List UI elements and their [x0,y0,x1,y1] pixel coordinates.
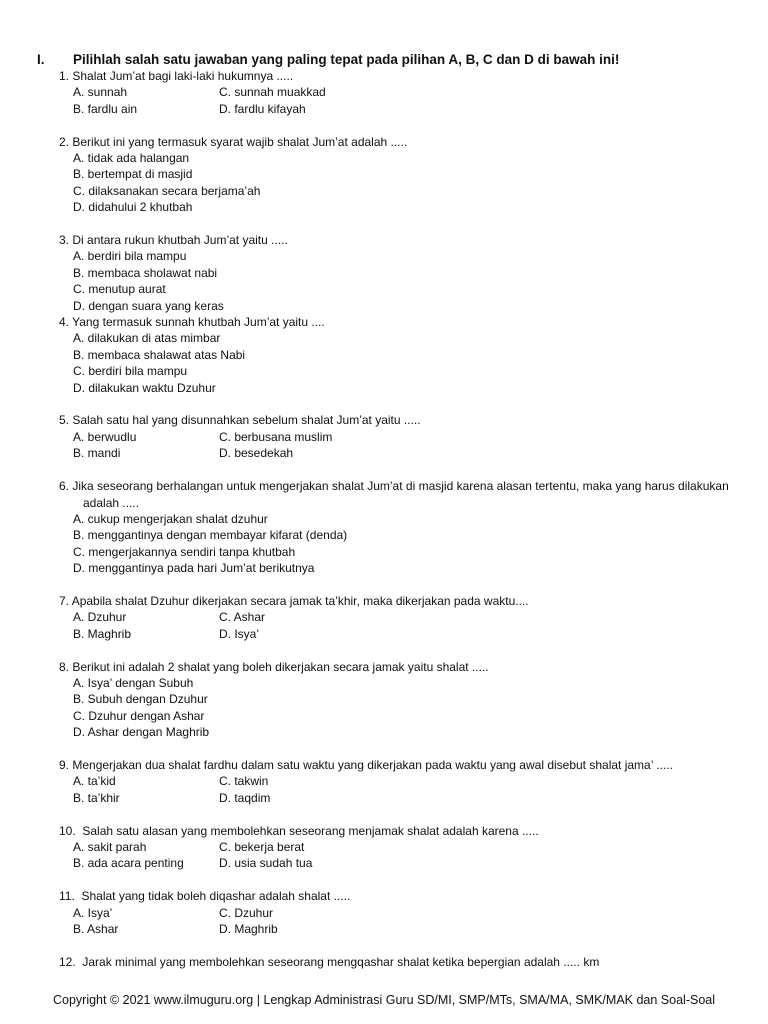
answer-option: C. berbusana muslim [219,429,333,444]
question-text: Berikut ini adalah 2 shalat yang boleh dikerjakan secara jamak yaitu shalat ..... [72,659,489,674]
question-item [59,314,739,396]
answer-option: A. Isya’ [73,905,113,920]
question-stem [59,823,739,839]
answer-option: A. ta’kid [73,774,116,789]
question-text: Salah satu alasan yang membolehkan seseorang menjamak shalat adalah karena ..... [82,823,539,838]
answer-option: D. fardlu kifayah [219,101,306,116]
question-item [59,823,739,872]
answer-option: B. menggantinya dengan membayar kifarat (denda) [73,528,348,543]
answer-options [59,773,739,806]
section-instruction: Pilihlah salah satu jawaban yang paling tepat pada pilihan A, B, C dan D di bawah ini! [73,52,620,67]
question-stem [59,314,739,330]
answer-option: D. didahului 2 khutbah [73,200,193,215]
section-heading [37,51,737,69]
question-number: 5. [59,413,70,428]
question-text: Jika seseorang berhalangan untuk mengerjakan shalat Jum’at di masjid karena alasan tertentu, maka yang harus dilakukan adalah ..... [72,479,729,510]
question-text: Yang termasuk sunnah khutbah Jum’at yaitu .... [72,315,325,330]
question-number: 4. [59,315,70,330]
question-item [59,68,739,117]
answer-option: A. sunnah [73,85,128,100]
question-item [59,593,739,642]
answer-options [59,511,739,577]
question-item [59,232,739,314]
question-stem [59,134,739,150]
answer-option: C. takwin [219,774,269,789]
answer-option: A. berwudlu [73,429,137,444]
question-stem [59,757,739,773]
question-stem [59,888,739,904]
question-text: Apabila shalat Dzuhur dikerjakan secara jamak ta’khir, maka dikerjakan pada waktu.... [71,593,529,608]
answer-option: B. membaca sholawat nabi [73,265,218,280]
answer-options [59,609,739,642]
answer-option: A. sakit parah [73,839,147,854]
answer-option: B. ta’khir [73,790,120,805]
answer-option: A. cukup mengerjakan shalat dzuhur [73,511,268,526]
question-item [59,954,739,970]
answer-option: A. berdiri bila mampu [73,249,187,264]
question-stem [59,412,739,428]
answer-option: A. tidak ada halangan [73,151,190,166]
answer-option: D. Maghrib [219,921,278,936]
answer-option: B. fardlu ain [73,101,138,116]
question-item [59,659,739,741]
question-number: 2. [59,134,70,149]
question-number: 12. [59,954,76,969]
question-number: 6. [59,479,70,494]
answer-option: D. usia sudah tua [219,856,313,871]
answer-option: A. dilakukan di atas mimbar [73,331,221,346]
question-stem [59,659,739,675]
page-footer: Copyright © 2021 www.ilmuguru.org | Lengkap Administrasi Guru SD/MI, SMP/MTs, SMA/MA, SMK/MAK dan Soal-Soal [52,993,715,1007]
answer-option: C. menutup aurat [73,282,166,297]
answer-option: D. taqdim [219,790,271,805]
answer-option: B. ada acara penting [73,856,184,871]
question-text: Di antara rukun khutbah Jum’at yaitu ..... [72,233,288,248]
answer-option: C. Ashar [219,610,266,625]
answer-option: D. dengan suara yang keras [73,298,224,313]
question-number: 7. [59,593,70,608]
question-number: 9. [59,757,70,772]
question-item [59,478,739,576]
answer-options [59,150,739,216]
question-item [59,757,739,806]
question-text: Shalat Jum’at bagi laki-laki hukumnya ..... [72,69,294,83]
question-item [59,412,739,461]
answer-option: B. Ashar [73,921,119,936]
question-text: Salah satu hal yang disunnahkan sebelum shalat Jum’at yaitu ..... [72,413,421,428]
answer-option: B. bertempat di masjid [73,167,193,182]
answer-option: D. menggantinya pada hari Jum’at berikutnya [73,561,315,576]
answer-option: D. Isya’ [219,626,260,641]
question-number: 11. [59,889,75,904]
answer-options [59,675,739,741]
answer-options [59,84,739,117]
answer-option: C. mengerjakannya sendiri tanpa khutbah [73,544,296,559]
question-number: 3. [59,233,70,248]
answer-option: C. bekerja berat [219,839,305,854]
question-stem [59,478,739,511]
question-text: Shalat yang tidak boleh diqashar adalah shalat ..... [81,889,351,904]
answer-option: B. mandi [73,446,121,461]
question-stem [59,593,739,609]
question-item [59,888,739,937]
answer-option: B. Subuh dengan Dzuhur [73,692,208,707]
answer-option: C. sunnah muakkad [219,85,326,100]
question-number: 8. [59,659,70,674]
answer-option: D. Ashar dengan Maghrib [73,725,210,740]
answer-options [59,330,739,396]
answer-option: A. Isya’ dengan Subuh [73,675,194,690]
question-text: Mengerjakan dua shalat fardhu dalam satu waktu yang dikerjakan pada waktu yang awal disebut shalat jama’ ..... [72,757,673,772]
question-stem [59,232,739,248]
answer-option: C. berdiri bila mampu [73,364,188,379]
answer-option: A. Dzuhur [73,610,127,625]
answer-option: C. dilaksanakan secara berjama’ah [73,183,261,198]
answer-option: C. Dzuhur dengan Ashar [73,708,205,723]
answer-option: C. Dzuhur [219,905,274,920]
answer-options [59,905,739,938]
question-number: 1. [59,69,70,83]
question-text: Jarak minimal yang membolehkan seseorang mengqashar shalat ketika bepergian adalah ..... km [82,954,600,969]
answer-option: D. besedekah [219,446,294,461]
question-number: 10. [59,823,76,838]
answer-option: D. dilakukan waktu Dzuhur [73,380,216,395]
question-item [59,134,739,216]
answer-options [59,839,739,872]
answer-options [59,429,739,462]
answer-option: B. Maghrib [73,626,132,641]
answer-option: B. membaca shalawat atas Nabi [73,347,246,362]
section-number: I. [37,52,45,67]
question-stem [59,68,739,84]
question-stem [59,954,739,970]
answer-options [59,248,739,314]
question-list [59,68,739,970]
question-text: Berikut ini yang termasuk syarat wajib shalat Jum’at adalah ..... [72,134,408,149]
